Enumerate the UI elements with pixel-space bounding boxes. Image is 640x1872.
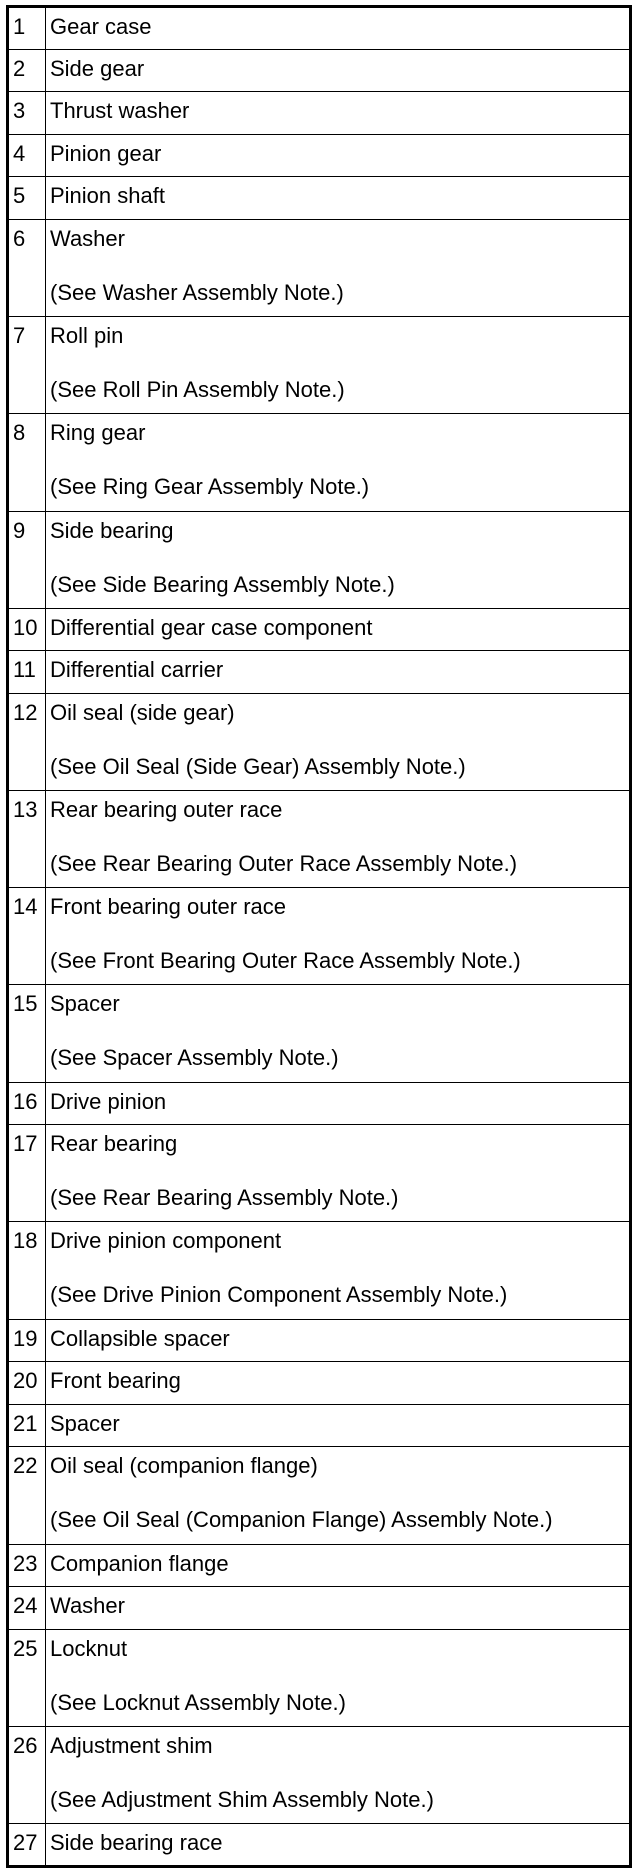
part-description — [46, 49, 631, 92]
part-description — [46, 1824, 631, 1867]
part-description — [46, 134, 631, 177]
part-number: 11 — [8, 651, 46, 694]
part-name: Collapsible spacer — [50, 1325, 230, 1351]
part-name: Differential carrier — [50, 657, 224, 683]
part-name: Front bearing — [50, 1368, 181, 1394]
part-name: Rear bearing outer race — [50, 797, 283, 823]
table-row — [8, 1319, 631, 1362]
part-name: Roll pin — [50, 323, 124, 349]
part-number: 24 — [8, 1587, 46, 1630]
table-row — [8, 1125, 631, 1222]
part-number: 17 — [8, 1125, 46, 1222]
part-name: Spacer — [50, 991, 120, 1017]
part-number: 14 — [8, 888, 46, 985]
part-number: 10 — [8, 608, 46, 651]
part-description — [46, 414, 631, 511]
part-description — [46, 1319, 631, 1362]
assembly-note: (See Spacer Assembly Note.) — [50, 1045, 339, 1071]
part-description — [46, 1447, 631, 1544]
assembly-note: (See Oil Seal (Companion Flange) Assembly Note.) — [50, 1507, 553, 1533]
part-number: 20 — [8, 1362, 46, 1405]
part-name: Spacer — [50, 1410, 120, 1436]
part-description — [46, 7, 631, 50]
part-description — [46, 1726, 631, 1823]
parts-table — [6, 5, 632, 1868]
part-number: 23 — [8, 1544, 46, 1587]
part-number: 6 — [8, 219, 46, 316]
part-number: 15 — [8, 985, 46, 1082]
part-description — [46, 791, 631, 888]
assembly-note: (See Drive Pinion Component Assembly Note.) — [50, 1282, 508, 1308]
part-name: Thrust washer — [50, 98, 190, 124]
part-name: Washer — [50, 1593, 125, 1619]
part-name: Side gear — [50, 55, 145, 81]
table-row — [8, 608, 631, 651]
table-row — [8, 791, 631, 888]
table-row — [8, 1447, 631, 1544]
part-number: 1 — [8, 7, 46, 50]
part-name: Gear case — [50, 14, 152, 39]
part-description — [46, 1404, 631, 1447]
assembly-note: (See Rear Bearing Assembly Note.) — [50, 1185, 399, 1211]
part-number: 3 — [8, 92, 46, 135]
part-name: Pinion gear — [50, 140, 162, 166]
table-row — [8, 888, 631, 985]
table-row — [8, 693, 631, 790]
part-name: Drive pinion component — [50, 1228, 282, 1254]
part-description — [46, 511, 631, 608]
part-number: 27 — [8, 1824, 46, 1867]
part-description — [46, 1362, 631, 1405]
part-number: 25 — [8, 1629, 46, 1726]
parts-table-body — [8, 7, 631, 1867]
part-number: 2 — [8, 49, 46, 92]
part-description — [46, 985, 631, 1082]
part-description — [46, 92, 631, 135]
part-description — [46, 1629, 631, 1726]
part-description — [46, 608, 631, 651]
table-row — [8, 134, 631, 177]
table-row — [8, 1222, 631, 1319]
part-number: 8 — [8, 414, 46, 511]
table-row — [8, 7, 631, 50]
part-description — [46, 651, 631, 694]
part-description — [46, 1125, 631, 1222]
part-name: Adjustment shim — [50, 1732, 213, 1758]
part-number: 7 — [8, 317, 46, 414]
part-name: Oil seal (companion flange) — [50, 1453, 318, 1479]
part-description — [46, 177, 631, 220]
assembly-note: (See Front Bearing Outer Race Assembly Note.) — [50, 948, 521, 974]
table-row — [8, 92, 631, 135]
part-number: 12 — [8, 693, 46, 790]
part-name: Rear bearing — [50, 1131, 178, 1157]
assembly-note: (See Adjustment Shim Assembly Note.) — [50, 1786, 434, 1812]
part-name: Ring gear — [50, 420, 146, 446]
table-row — [8, 1824, 631, 1867]
part-number: 18 — [8, 1222, 46, 1319]
part-number: 26 — [8, 1726, 46, 1823]
part-number: 5 — [8, 177, 46, 220]
part-description — [46, 1587, 631, 1630]
table-row — [8, 985, 631, 1082]
assembly-note: (See Side Bearing Assembly Note.) — [50, 571, 395, 597]
table-row — [8, 651, 631, 694]
part-name: Oil seal (side gear) — [50, 699, 235, 725]
part-description — [46, 888, 631, 985]
assembly-note: (See Roll Pin Assembly Note.) — [50, 377, 345, 403]
part-number: 13 — [8, 791, 46, 888]
part-number: 9 — [8, 511, 46, 608]
part-description — [46, 317, 631, 414]
part-description — [46, 1222, 631, 1319]
part-name: Washer — [50, 225, 125, 251]
part-number: 4 — [8, 134, 46, 177]
part-name: Pinion shaft — [50, 183, 165, 209]
part-description — [46, 693, 631, 790]
table-row — [8, 219, 631, 316]
part-number: 19 — [8, 1319, 46, 1362]
assembly-note: (See Oil Seal (Side Gear) Assembly Note.) — [50, 753, 466, 779]
part-name: Side bearing — [50, 517, 174, 543]
table-row — [8, 1587, 631, 1630]
part-number: 21 — [8, 1404, 46, 1447]
part-name: Side bearing race — [50, 1830, 223, 1856]
part-name: Locknut — [50, 1635, 128, 1661]
part-description — [46, 1082, 631, 1125]
part-name: Companion flange — [50, 1550, 229, 1576]
table-row — [8, 49, 631, 92]
table-row — [8, 1362, 631, 1405]
table-row — [8, 414, 631, 511]
assembly-note: (See Ring Gear Assembly Note.) — [50, 474, 370, 500]
table-row — [8, 1404, 631, 1447]
table-row — [8, 1629, 631, 1726]
part-number: 22 — [8, 1447, 46, 1544]
table-row — [8, 317, 631, 414]
assembly-note: (See Locknut Assembly Note.) — [50, 1689, 346, 1715]
assembly-note: (See Rear Bearing Outer Race Assembly Note.) — [50, 851, 518, 877]
table-row — [8, 1082, 631, 1125]
table-row — [8, 177, 631, 220]
part-name: Differential gear case component — [50, 614, 373, 640]
part-name: Drive pinion — [50, 1088, 167, 1114]
part-description — [46, 219, 631, 316]
part-description — [46, 1544, 631, 1587]
table-row — [8, 511, 631, 608]
part-number: 16 — [8, 1082, 46, 1125]
assembly-note: (See Washer Assembly Note.) — [50, 279, 344, 305]
table-row — [8, 1544, 631, 1587]
table-row — [8, 1726, 631, 1823]
part-name: Front bearing outer race — [50, 894, 287, 920]
